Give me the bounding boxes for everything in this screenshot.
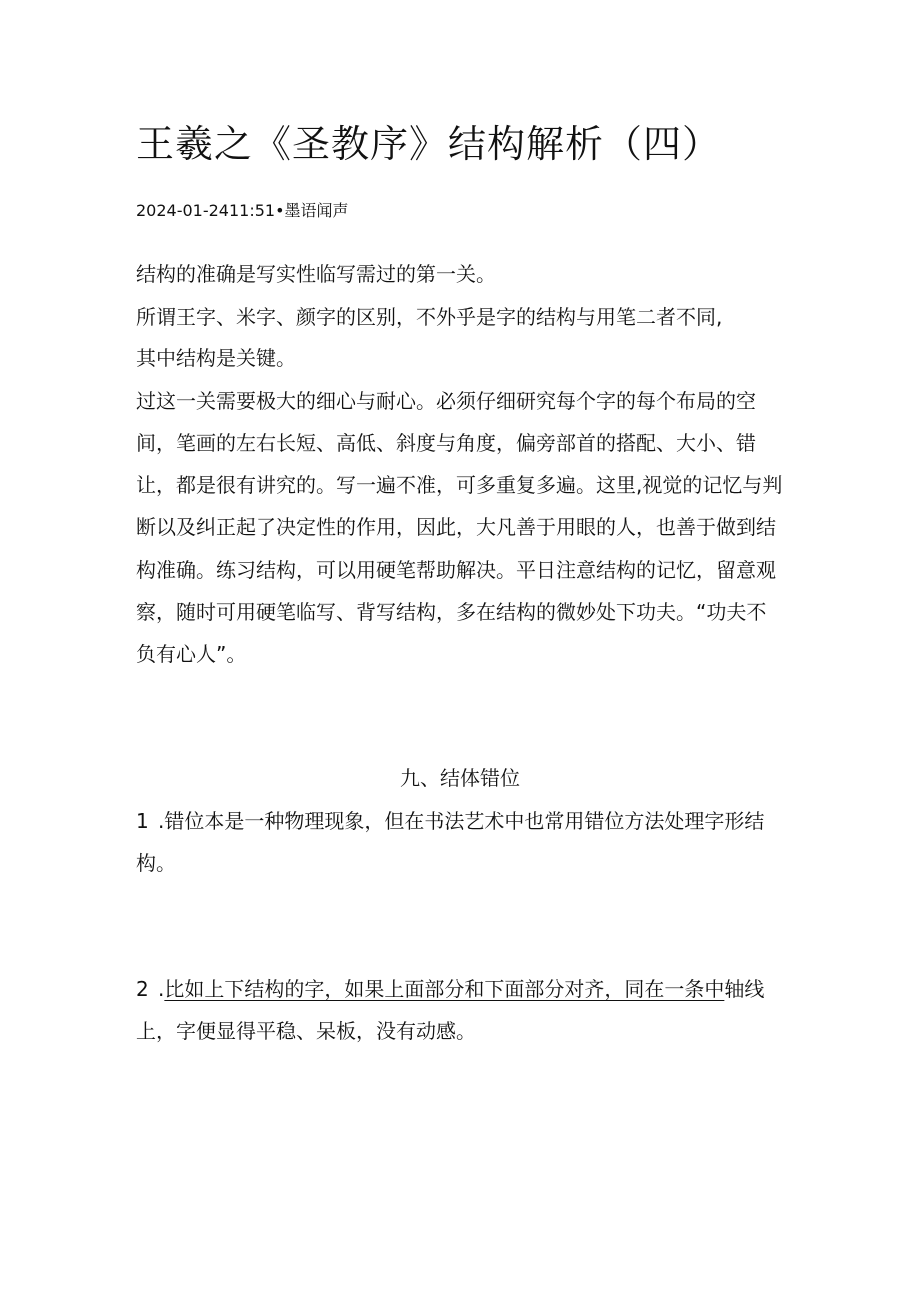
- intro-line: 让，都是很有讲究的。写一遍不准，可多重复多遍。这里,视觉的记忆与判: [136, 473, 783, 497]
- list-item-number: 2: [136, 977, 149, 1001]
- list-item-text: .错位本是一种物理现象，但在书法艺术中也常用错位方法处理字形结: [158, 809, 765, 833]
- intro-line: 构准确。练习结构，可以用硬笔帮助解决。平日注意结构的记忆，留意观: [136, 558, 776, 582]
- list-item-2-continuation: 上，字便显得平稳、呆板，没有动感。: [136, 1019, 476, 1043]
- intro-line: 断以及纠正起了决定性的作用，因此，大凡善于用眼的人，也善于做到结: [136, 515, 776, 539]
- list-item-text-prefix: .: [158, 977, 165, 1001]
- intro-line: 结构的准确是写实性临写需过的第一关。: [136, 262, 496, 286]
- section-heading: 九、结体错位: [400, 766, 520, 790]
- intro-line: 过这一关需要极大的细心与耐心。必须仔细研究每个字的每个布局的空: [136, 389, 756, 413]
- intro-line: 察，随时可用硬笔临写、背写结构，多在结构的微妙处下功夫。“功夫不: [136, 600, 767, 624]
- intro-line: 间，笔画的左右长短、高低、斜度与角度，偏旁部首的搭配、大小、错: [136, 431, 756, 455]
- list-item-number: 1: [136, 809, 149, 833]
- list-item-text-suffix: 轴线: [724, 977, 765, 1001]
- underlined-text: 比如上下结构的字，如果上面部分和下面部分对齐，同在一条中: [164, 977, 725, 1001]
- list-item-1-line: [136, 803, 764, 839]
- article-meta: 2024-01-2411:51•墨语闻声: [136, 201, 349, 220]
- intro-line: 所谓王字、米字、颜字的区别，不外乎是字的结构与用笔二者不同,: [136, 305, 723, 329]
- article-title: 王羲之《圣教序》结构解析（四）: [136, 122, 722, 166]
- list-item-1-continuation: 构。: [136, 851, 176, 875]
- intro-line: 其中结构是关键。: [136, 346, 296, 370]
- intro-line: 负有心人”。: [136, 642, 247, 666]
- list-item-2-line: [136, 971, 764, 1007]
